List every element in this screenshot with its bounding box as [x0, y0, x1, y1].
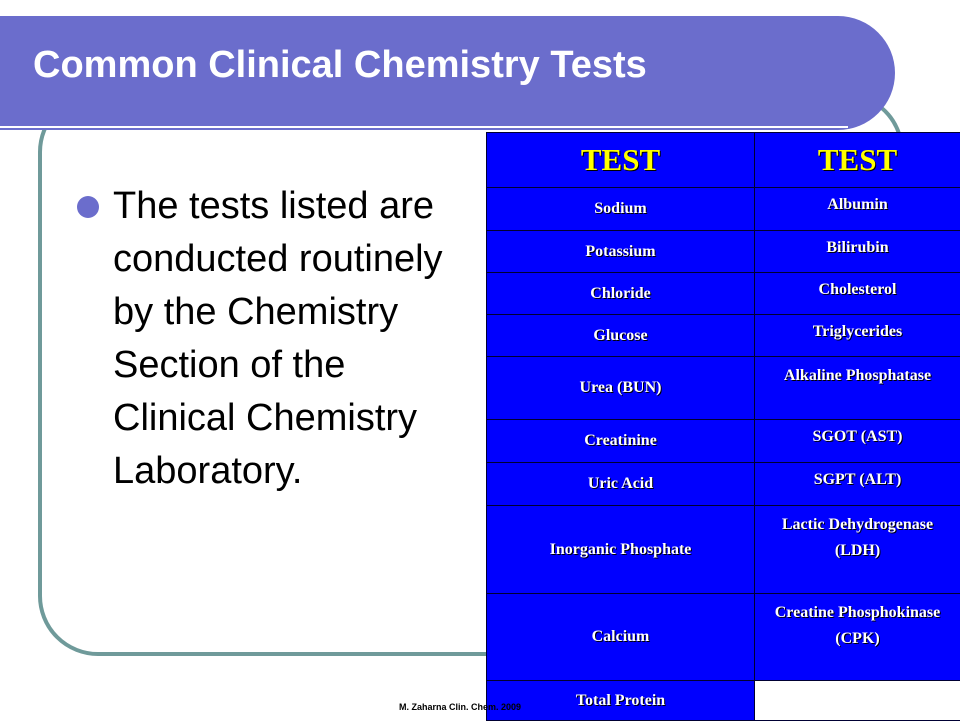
table-row [487, 231, 960, 273]
table-header-row [487, 133, 960, 188]
bullet-dot-icon [77, 196, 99, 218]
table-cell: Glucose [487, 315, 755, 357]
table-cell: Sodium [487, 188, 755, 231]
table-row [487, 273, 960, 315]
title-underline [0, 126, 848, 128]
table-cell: Total Protein [487, 681, 755, 721]
table-cell: Triglycerides [755, 315, 960, 357]
table-row [487, 506, 960, 594]
table-row [487, 315, 960, 357]
table-cell: Chloride [487, 273, 755, 315]
table-cell: Alkaline Phosphatase [755, 357, 960, 420]
table-cell: SGPT (ALT) [755, 463, 960, 506]
table-cell: Cholesterol [755, 273, 960, 315]
table-row [487, 357, 960, 420]
table-row [487, 681, 960, 721]
table-cell: Creatinine [487, 420, 755, 463]
table-cell: Bilirubin [755, 231, 960, 273]
column-header: TEST [755, 133, 960, 188]
table-row [487, 420, 960, 463]
table-cell: Uric Acid [487, 463, 755, 506]
table-row [487, 188, 960, 231]
table-cell: Creatine Phosphokinase (CPK) [755, 594, 960, 681]
tests-table [486, 132, 960, 721]
table-cell: Lactic Dehydrogenase (LDH) [755, 506, 960, 594]
table-cell: SGOT (AST) [755, 420, 960, 463]
table-row [487, 463, 960, 506]
table-cell-empty [755, 681, 960, 721]
bullet-text: The tests listed are conducted routinely by the Chemistry Section of the Clinical Chemistry Laboratory. [113, 180, 473, 498]
table-row [487, 594, 960, 681]
table-cell: Potassium [487, 231, 755, 273]
table-cell: Calcium [487, 594, 755, 681]
table-cell: Urea (BUN) [487, 357, 755, 420]
table-cell: Inorganic Phosphate [487, 506, 755, 594]
column-header: TEST [487, 133, 755, 188]
slide-title: Common Clinical Chemistry Tests [33, 44, 647, 87]
table-cell: Albumin [755, 188, 960, 231]
footnote: M. Zaharna Clin. Chem. 2009 [399, 702, 521, 712]
